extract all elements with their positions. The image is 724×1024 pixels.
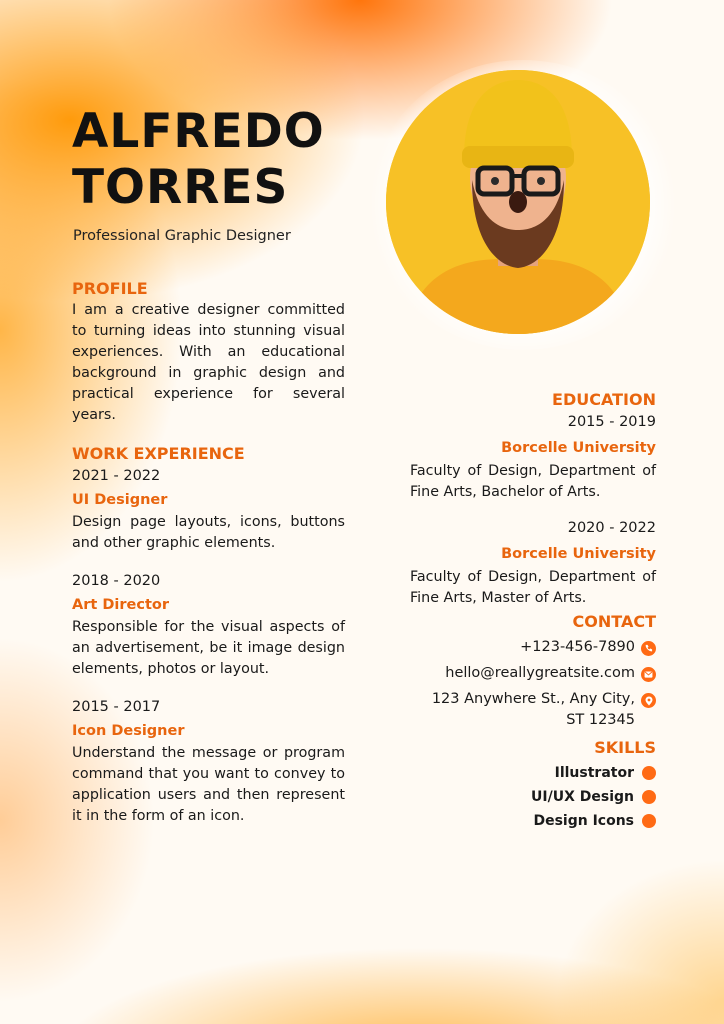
education-school: Borcelle University	[501, 546, 656, 562]
profile-text: I am a creative designer committed to turning ideas into stunning visual experiences. With an educational background in graphic design and practical experience for several years.	[72, 302, 345, 423]
skill-label: UI/UX Design	[531, 789, 634, 805]
email-icon	[641, 667, 656, 682]
contact-section	[432, 612, 656, 736]
contact-address	[432, 689, 656, 731]
work-role: UI Designer	[72, 492, 168, 508]
work-section	[72, 444, 345, 827]
work-item	[72, 571, 345, 680]
skill-item	[531, 811, 656, 831]
profile-photo	[386, 70, 650, 334]
address-line2: ST 12345	[566, 712, 635, 728]
job-title: Professional Graphic Designer	[73, 228, 291, 244]
work-desc: Design page layouts, icons, buttons and other graphic elements.	[72, 514, 345, 551]
work-role: Icon Designer	[72, 723, 185, 739]
contact-heading: CONTACT	[572, 612, 656, 631]
profile-heading: PROFILE	[72, 279, 148, 298]
education-section	[410, 390, 656, 609]
candidate-name	[72, 104, 325, 216]
work-heading: WORK EXPERIENCE	[72, 444, 245, 463]
address-line1: 123 Anywhere St., Any City,	[431, 691, 635, 707]
education-school: Borcelle University	[501, 440, 656, 456]
first-name: ALFREDO	[72, 104, 325, 159]
skill-item	[531, 787, 656, 807]
education-item	[410, 412, 656, 503]
work-date: 2021 - 2022	[72, 468, 161, 484]
last-name: TORRES	[72, 160, 289, 215]
location-icon	[641, 693, 656, 708]
phone-icon	[641, 641, 656, 656]
work-desc: Responsible for the visual aspects of an advertisement, be it image design elements, photos or layout.	[72, 619, 345, 677]
work-desc: Understand the message or program command that you want to convey to application users and then represent it in the form of an icon.	[72, 745, 345, 824]
profile-section	[72, 279, 345, 426]
work-item	[72, 697, 345, 827]
education-date: 2015 - 2019	[567, 414, 656, 430]
work-role: Art Director	[72, 597, 169, 613]
education-heading: EDUCATION	[552, 390, 656, 409]
skill-bullet-icon	[642, 790, 656, 804]
contact-email[interactable]	[432, 663, 656, 684]
skills-section	[531, 738, 656, 835]
contact-phone[interactable]	[432, 637, 656, 658]
skill-label: Illustrator	[554, 765, 634, 781]
email-text: hello@reallygreatsite.com	[445, 665, 635, 681]
skill-item	[531, 763, 656, 783]
education-desc: Faculty of Design, Department of Fine Arts, Master of Arts.	[410, 569, 656, 606]
education-date: 2020 - 2022	[567, 520, 656, 536]
skill-label: Design Icons	[533, 813, 634, 829]
work-item	[72, 466, 345, 554]
education-item	[410, 518, 656, 609]
phone-text: +123-456-7890	[520, 639, 635, 655]
skill-bullet-icon	[642, 814, 656, 828]
education-desc: Faculty of Design, Department of Fine Arts, Bachelor of Arts.	[410, 463, 656, 500]
work-date: 2015 - 2017	[72, 699, 161, 715]
skills-heading: SKILLS	[594, 738, 656, 757]
work-date: 2018 - 2020	[72, 573, 161, 589]
skill-bullet-icon	[642, 766, 656, 780]
